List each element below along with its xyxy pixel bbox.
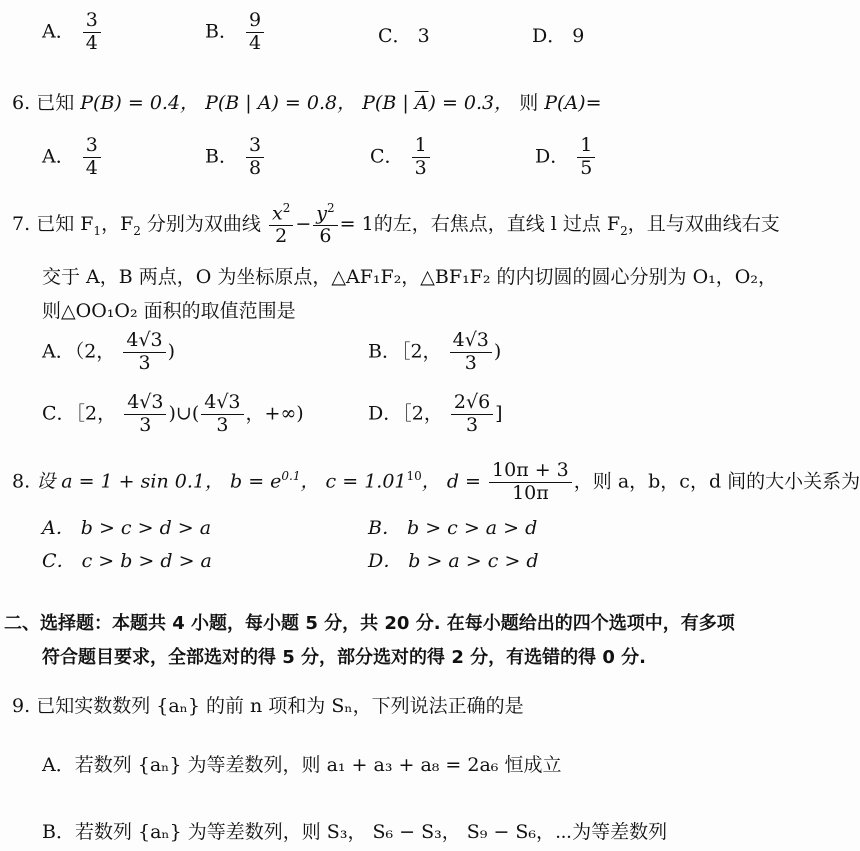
q8-option-b: B． b > c > a > d [368,517,538,539]
q8-option-d: D． b > a > c > d [368,550,539,572]
question-6-stem: 6. 已知 P(B) = 0.4， P(B | A) = 0.8， P(B | $\overline{A}) = 0.3$， 则 P(A)= [12,92,602,114]
q9-option-b: B．若数列 {aₙ} 为等差数列，则 S₃， S₆ − S₃， S₉ − S₆，⋯为等差数列 [42,821,668,843]
top-option-a: A． $\frac{3}{4}$ [42,10,103,55]
question-8-stem: 8. 设 a = 1 + sin 0.1， $b = e^{0.1}$， $c = 1.01^{10}$， d = $\frac{10\pi + 3}{10\pi}$ ，则 a，b，c，d 间的大小关系为 [12,459,860,504]
top-option-d: D． 9 [532,25,585,47]
q7-option-c: C．［2， $\frac{4√3}{3}$ )∪( $\frac{4√3}{3}$ ，+∞) [42,391,304,436]
q6-option-b: B． $\frac{3}{8}$ [205,135,266,180]
section-2-heading-line-1: 二、选择题：本题共 4 小题，每小题 5 分，共 20 分. 在每小题给出的四个选项中，有多项 [4,613,735,634]
question-7-line-3: 则△OO₁O₂ 面积的取值范围是 [42,300,296,322]
q7-option-a: A．（2， $\frac{4√3}{3}$ ) [42,329,176,374]
q7-option-d: D．［2， $\frac{2√6}{3}$ ] [368,391,503,436]
q9-option-a: A．若数列 {aₙ} 为等差数列，则 a₁ + a₃ + a₈ = 2a₆ 恒成立 [42,754,562,776]
top-option-b: B． $\frac{9}{4}$ [205,10,266,55]
top-option-c: C． 3 [378,25,430,47]
q8-option-a: A． b > c > d > a [42,517,212,539]
q7-option-b: B．［2， $\frac{4√3}{3}$ ) [368,329,502,374]
q6-option-c: C． $\frac{1}{3}$ [370,135,432,180]
q6-option-d: D． $\frac{1}{5}$ [535,135,597,180]
question-7-line-2: 交于 A，B 两点，O 为坐标原点，△AF₁F₂，△BF₁F₂ 的内切圆的圆心分别为 O₁，O₂， [42,266,777,288]
section-2-heading-line-2: 符合题目要求，全部选对的得 5 分，部分选对的得 2 分，有选错的得 0 分. [42,647,647,668]
q6-option-a: A． $\frac{3}{4}$ [42,135,103,180]
q8-option-c: C． c > b > d > a [42,550,212,572]
question-7-line-1: 7. 已知 $F_1$，$F_2$ 分别为双曲线 $\frac{x^2}{2}$ − $\frac{y^2}{6}$ = 1的左，右焦点，直线 l 过点 $F_2$，且与双曲线右支 [12,201,780,248]
question-9-stem: 9. 已知实数数列 {aₙ} 的前 n 项和为 Sₙ，下列说法正确的是 [12,695,524,717]
